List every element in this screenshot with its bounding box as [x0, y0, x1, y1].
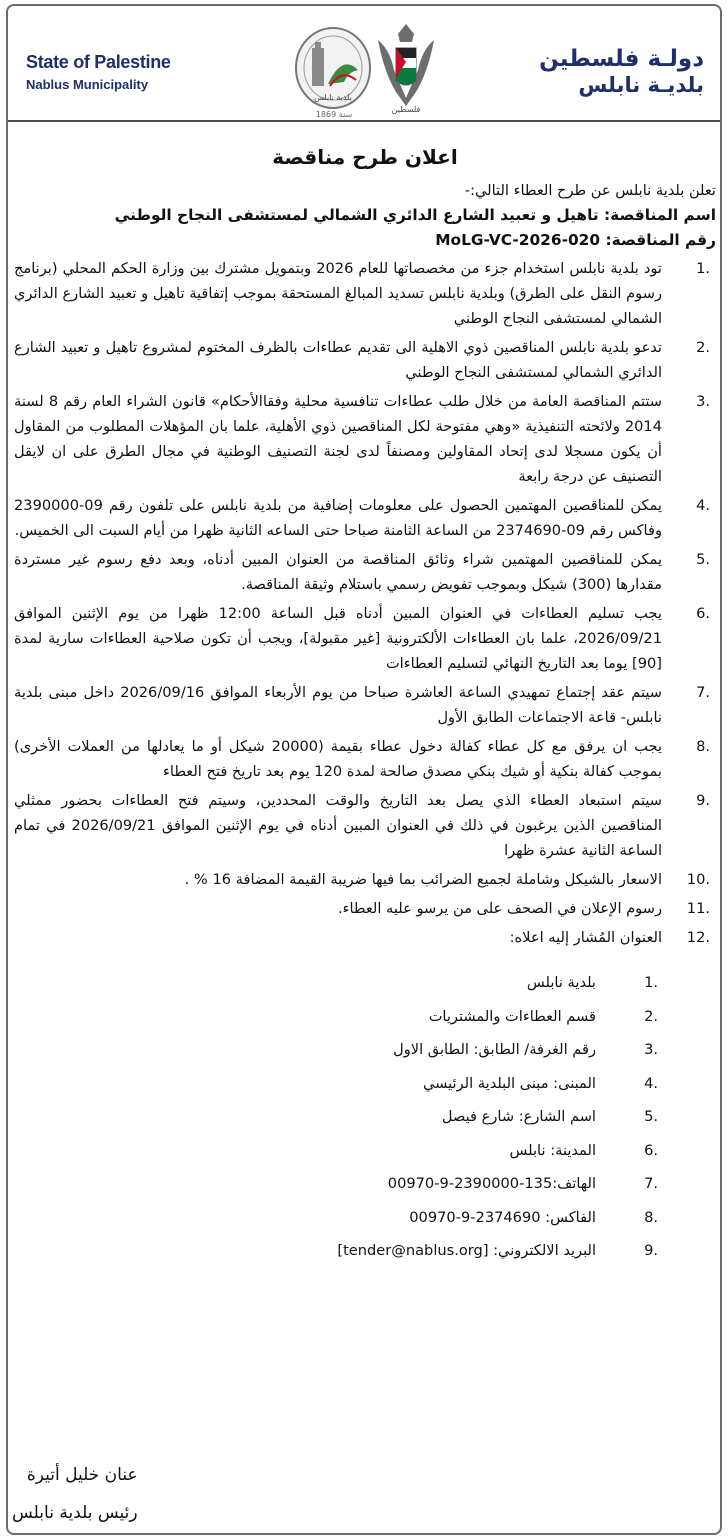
clause-item — [14, 601, 716, 676]
address-text: المدينة: نابلس — [509, 1141, 596, 1159]
address-item — [14, 1067, 716, 1101]
clause-item — [14, 547, 716, 597]
clause-item — [14, 925, 716, 950]
tender-number-line — [14, 228, 716, 253]
clause-number: 3. — [696, 393, 710, 410]
address-text: بلدية نابلس — [526, 974, 596, 991]
clause-text: رسوم الإعلان في الصحف على من يرسو عليه العطاء. — [337, 900, 662, 917]
address-number: 2. — [644, 1007, 658, 1025]
clause-item — [14, 680, 716, 730]
address-number: 6. — [644, 1141, 658, 1159]
address-item — [14, 1134, 716, 1168]
clause-item — [14, 389, 716, 489]
clause-text: سيتم استبعاد العطاء الذي يصل بعد التاريخ والوقت المحددين، وسيتم فتح العطاءات بحضور ممثلي المناقصين الذين يرغبون في ذلك في العنوان المبين أدناه في يوم الإثنين الموافق 2026/09/21 في تمام الساعة الثانية عشرة ظهرا — [14, 792, 662, 859]
palestine-eagle-emblem-icon — [372, 20, 440, 114]
address-number: 9. — [644, 1242, 658, 1259]
letterhead — [8, 6, 720, 118]
logo-year: سنة 1869 — [315, 110, 353, 119]
address-number: 4. — [644, 1074, 658, 1092]
announcement-title: اعلان طرح مناقصة — [272, 145, 458, 169]
address-list — [14, 966, 716, 1268]
address-text: البريد الالكتروني: [tender@nablus.org] — [337, 1242, 596, 1259]
header-divider — [8, 120, 720, 122]
tender-name: اسم المناقصة: تاهيل و تعبيد الشارع الدائري الشمالي لمستشفى النجاح الوطني — [114, 206, 716, 224]
signatory-name: عنان خليل أتيرة — [26, 1465, 138, 1485]
address-text: الفاكس: 2374690-9-00970 — [409, 1208, 596, 1226]
emblem-text: فلسطين — [391, 105, 421, 114]
clause-text: يجب تسليم العطاءات في العنوان المبين أدناه قبل الساعة 12:00 ظهرا من يوم الإثنين الموافق 2026/09/21، علما بان العطاءات الألكترونية [غير مقبولة]، ويجب أن تكون صلاحية العطاءات سارية لمدة [90] يوما بعد التاريخ النهائي لتسليم العطاءات — [14, 605, 662, 672]
tender-number-label: رقم المناقصة: — [605, 231, 716, 249]
announcement-body — [14, 140, 716, 1268]
clause-item — [14, 867, 716, 892]
address-text: الهاتف:135-2390000-9-00970 — [387, 1175, 596, 1192]
clause-number: 12. — [686, 929, 710, 946]
clause-text: الاسعار بالشيكل وشاملة لجميع الضرائب بما فيها ضريبة القيمة المضافة 16 % . — [184, 871, 662, 888]
clause-item — [14, 788, 716, 863]
municipality-name-en: Nablus Municipality — [26, 77, 149, 92]
clause-text: ستتم المناقصة العامة من خلال طلب عطاءات تنافسية محلية وفقاالأحكام» قانون الشراء العام رقم 8 لسنة 2014 ولائحته التنفيذية «وهي مفتوحة لكل المناقصين ذوي الأهلية، علما بان المؤهلات المطلوب من المقاول أن يكون مسجلا لدى إتحاد المقاولين ومصنفاً لدى لجنة التصنيف الوطنية في مجال الطرق على ان لايقل التصنيف عن درجة رابعة — [14, 393, 662, 485]
clause-item — [14, 256, 716, 331]
address-number: 5. — [644, 1108, 658, 1125]
clause-text: تود بلدية نابلس استخدام جزء من مخصصاتها للعام 2026 وبتمويل مشترك بين وزارة الحكم المحلي (برنامج رسوم النقل على الطرق) وبلدية نابلس تسديد المبالغ المستحقة بموجب إتفاقية تاهيل و تعبيد الشارع الدائري الشمالي لمستشفى النجاح الوطني — [14, 260, 662, 327]
clause-number: 5. — [696, 551, 710, 568]
address-item — [14, 1000, 716, 1034]
clause-number: 1. — [696, 260, 710, 277]
address-item — [14, 966, 716, 1000]
clause-text: يمكن للمناقصين المهتمين الحصول على معلومات إضافية من بلدية نابلس على تلفون رقم 09-2390000 وفاكس رقم 09-2374690 من الساعة الثامنة صباحا حتى الساعه الثانية ظهرا من أيام السبت الى الخميس. — [14, 497, 662, 539]
address-item — [14, 1201, 716, 1235]
clause-number: 9. — [696, 792, 710, 809]
clause-number: 7. — [696, 684, 710, 701]
address-number: 1. — [644, 974, 658, 991]
clause-item — [14, 493, 716, 543]
municipality-logo-icon — [292, 24, 374, 116]
clause-number: 11. — [686, 900, 710, 917]
clause-number: 4. — [696, 497, 710, 514]
state-name-ar: دولـة فلسطين — [539, 46, 704, 72]
clause-number: 10. — [686, 871, 710, 888]
clause-text: يمكن للمناقصين المهتمين شراء وثائق المناقصة من العنوان المبين أدناه، وبعد دفع رسوم غير مستردة مقدارها (300) شيكل وبموجب تفويض رسمي باستلام وثيقة المناقصة. — [14, 551, 662, 593]
clause-number: 2. — [696, 339, 710, 356]
address-item — [14, 1100, 716, 1134]
clause-text: العنوان المُشار إليه اعلاه: — [509, 929, 662, 946]
address-number: 7. — [644, 1175, 658, 1192]
state-name-en: State of Palestine — [26, 52, 171, 72]
clause-item — [14, 896, 716, 921]
municipality-name-ar: بلديـة نابلس — [578, 73, 704, 97]
address-number: 3. — [644, 1041, 658, 1058]
address-item — [14, 1167, 716, 1201]
arabic-header — [539, 46, 704, 98]
address-number: 8. — [644, 1208, 658, 1226]
clause-text: تدعو بلدية نابلس المناقصين ذوي الاهلية الى تقديم عطاءات بالظرف المختوم لمشروع تاهيل و تعبيد الشارع الدائري الشمالي لمستشفى النجاح الوطني — [14, 339, 662, 381]
clauses-list — [14, 256, 716, 950]
tender-number: MoLG-VC-2026-020 — [435, 231, 601, 249]
signatory-role: رئيس بلدية نابلس — [12, 1503, 138, 1523]
clause-item — [14, 335, 716, 385]
clause-text: يجب ان يرفق مع كل عطاء كفالة دخول عطاء بقيمة (20000 شيكل أو ما يعادلها من العملات الأخرى) بموجب كفالة بنكية أو شيك بنكي مصدق صالحة لمدة 120 يوم بعد تاريخ فتح العطاء — [14, 738, 662, 780]
intro-line: تعلن بلدية نابلس عن طرح العطاء التالي:- — [464, 182, 716, 199]
clause-number: 8. — [696, 738, 710, 755]
signature-block — [12, 1456, 138, 1532]
clause-number: 6. — [696, 605, 710, 622]
address-text: اسم الشارع: شارع فيصل — [441, 1108, 596, 1125]
logo-text: بلدية نابلس — [314, 93, 352, 102]
english-header — [26, 52, 171, 92]
address-text: المبنى: مبنى البلدية الرئيسي — [422, 1074, 596, 1092]
address-text: رقم الغرفة/ الطابق: الطابق الاول — [393, 1041, 596, 1058]
address-item — [14, 1033, 716, 1067]
clause-text: سيتم عقد إجتماع تمهيدي الساعة العاشرة صباحا من يوم الأربعاء الموافق 2026/09/16 داخل مبنى بلدية نابلس- قاعة الاجتماعات الطابق الأول — [14, 684, 662, 726]
address-item — [14, 1234, 716, 1268]
address-text: قسم العطاءات والمشتريات — [428, 1007, 596, 1025]
clause-item — [14, 734, 716, 784]
